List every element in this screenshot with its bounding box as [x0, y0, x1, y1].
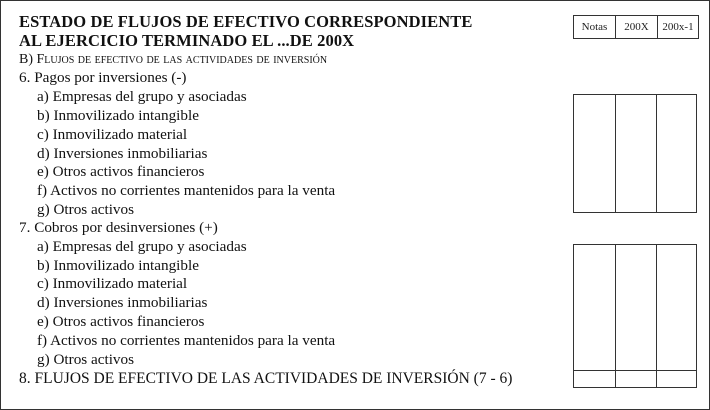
group-7-item: a) Empresas del grupo y asociadas	[37, 238, 247, 255]
total-line: 8. FLUJOS DE EFECTIVO DE LAS ACTIVIDADES DE INVERSIÓN (7 - 6)	[19, 370, 513, 387]
column-header-notas: Notas	[574, 16, 616, 39]
group-6-item: f) Activos no corrientes mantenidos para la venta	[37, 182, 336, 199]
group-7-item: c) Inmovilizado material	[37, 275, 188, 292]
group-7-item: d) Inversiones inmobiliarias	[37, 294, 208, 311]
column-header-200x: 200X	[616, 16, 658, 39]
group-6-item: c) Inmovilizado material	[37, 126, 188, 143]
group-6-item: b) Inmovilizado intangible	[37, 107, 199, 124]
group-6-item: a) Empresas del grupo y asociadas	[37, 88, 247, 105]
column-header-table	[573, 15, 699, 39]
group-7-and-total-value-grid	[573, 244, 697, 388]
group-6-value-grid	[573, 94, 697, 213]
group-7-item: b) Inmovilizado intangible	[37, 257, 199, 274]
column-header-200x-1: 200x-1	[658, 16, 699, 39]
total-row-separator	[574, 370, 696, 371]
group-7-item: e) Otros activos financieros	[37, 313, 205, 330]
section-heading: B) Flujos de efectivo de las actividades de inversión	[19, 52, 328, 67]
group-6-heading: 6. Pagos por inversiones (-)	[19, 69, 187, 86]
group-7-heading: 7. Cobros por desinversiones (+)	[19, 219, 218, 236]
group-6-item: e) Otros activos financieros	[37, 163, 205, 180]
group-7-item: f) Activos no corrientes mantenidos para la venta	[37, 332, 336, 349]
group-6-item: g) Otros activos	[37, 201, 135, 218]
title-line-1: ESTADO DE FLUJOS DE EFECTIVO CORRESPONDIENTE	[19, 12, 473, 31]
title-line-2: AL EJERCICIO TERMINADO EL ...DE 200X	[19, 31, 355, 50]
statement-title	[19, 12, 472, 50]
group-7-item: g) Otros activos	[37, 351, 135, 368]
group-6-item: d) Inversiones inmobiliarias	[37, 145, 208, 162]
